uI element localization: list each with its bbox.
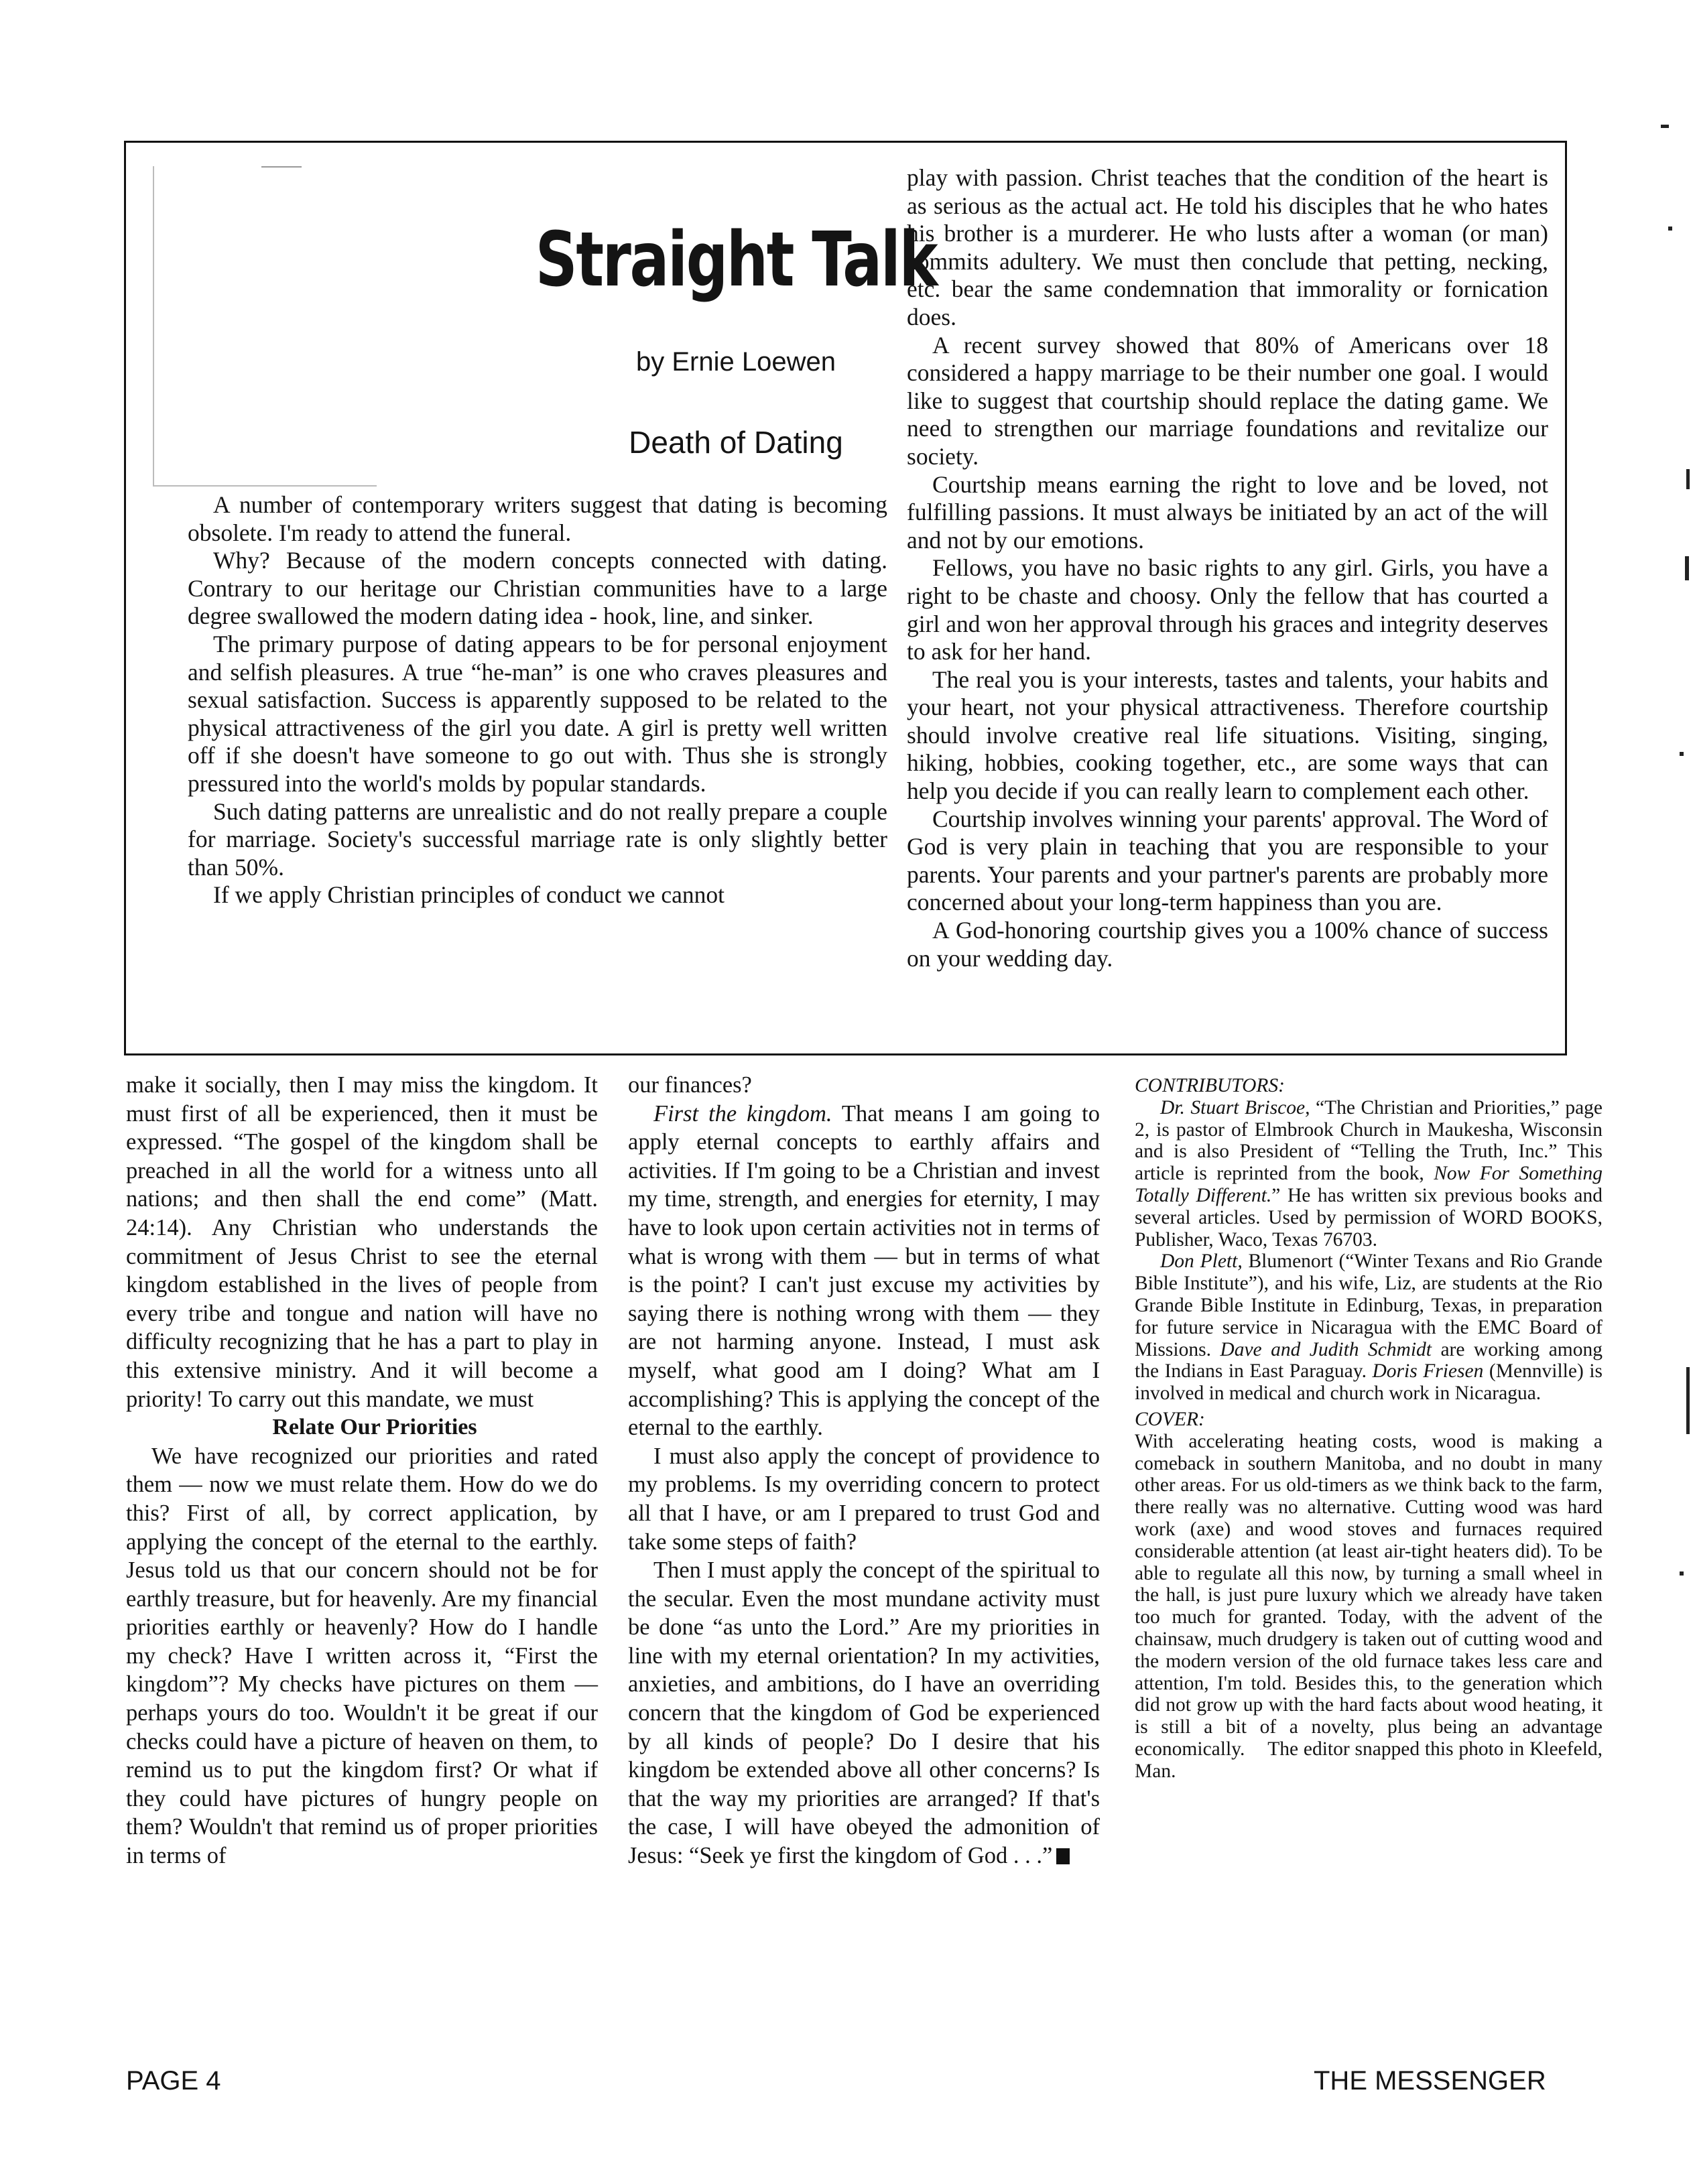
paragraph: If we apply Christian principles of conduct we cannot [213, 881, 725, 909]
column-2 [628, 1071, 1100, 1870]
paragraph: Fellows, you have no basic rights to any girl. Girls, you have a right to be chaste and choosy. Only the fellow that has courted a girl and won her approval through his graces and integrity deserves to ask for her hand. [907, 554, 1548, 665]
cover-label: COVER: [1135, 1408, 1205, 1430]
paragraph: A number of contemporary writers suggest that dating is becoming obsolete. I'm ready to attend the funeral. [188, 491, 887, 546]
paragraph: A recent survey showed that 80% of Americans over 18 considered a happy marriage to be their number one goal. I would like to suggest that courtship should replace the dating game. We need to strengthen our marriage foundations and revitalize our society. [907, 331, 1548, 470]
paragraph: Why? Because of the modern concepts connected with dating. Contrary to our heritage our Christian communities have to a large degree swallowed the modern dating idea - hook, line, and sinker. [188, 547, 887, 630]
paragraph: The real you is your interests, tastes and talents, your habits and your heart, not your physical attractiveness. Therefore courtship should involve creative real life situations. Visiting, singing, hiking, hobbies, cooking together, etc., are some ways that can help you decide if you can really learn to complement each other. [907, 665, 1548, 805]
page-number: PAGE 4 [126, 2066, 221, 2096]
scan-mark [1686, 1367, 1690, 1434]
box-left-column [188, 491, 887, 909]
column-1 [126, 1071, 598, 1870]
scan-mark [1680, 752, 1684, 756]
contributors-label: CONTRIBUTORS: [1135, 1075, 1285, 1096]
photo-credit: The editor snapped this photo in Kleefeld, Man. [1135, 1738, 1603, 1782]
paragraph: A God-honoring courtship gives you a 100% chance of success on your wedding day. [907, 917, 1548, 972]
paragraph: The primary purpose of dating appears to be for personal enjoyment and selfish pleasures. A true “he-man” is one who craves pleasures and sexual satisfaction. Success is apparently supposed to be related to the physical attractiveness of the girl you date. A girl is pretty well written off if she doesn't have someone to go out with. Thus she is strongly pressured into the world's molds by popular standards. [188, 630, 887, 797]
paragraph [628, 1100, 1100, 1442]
paragraph: our finances? [628, 1072, 752, 1098]
publication-name: THE MESSENGER [1314, 2066, 1546, 2096]
scan-mark [1685, 556, 1689, 580]
paragraph: With accelerating heating costs, wood is making a comeback in southern Manitoba, and no doubt in many other areas. For us old-timers as we think back to the farm, there really was no alternative. Cutting wood was hard work (axe) and wood stoves and furnaces required considerable attention (at least air-tight heaters did). To be able to regulate all this now, by turning a small wheel in the hall, is just pure luxury which we already have taken too much for granted. Today, with the advent of the chainsaw, much drudgery is taken out of cutting wood and the modern version of the old furnace takes less care and attention, I'm told. Besides this, to the generation which did not grow up with the hard facts about wood heating, it is still a bit of a novelty, plus being an advantage economically. The editor snapped this photo in Kleefeld, Man. [1135, 1430, 1603, 1782]
article-byline: by Ernie Loewen [636, 347, 836, 377]
text-run: That means I am going to apply eternal concepts to earthly affairs and activities. If I'm going to be a Christian and invest my time, strength, and energies for eternity, I may have to look upon certain activities not in terms of what is wrong with them — but in terms of what is the point? I can't just excuse my activities by saying there is nothing wrong with them — they are not harming anyone. Instead, I must ask myself, what good am I doing? What am I accomplishing? This is applying the concept of the eternal to the earthly. [628, 1100, 1100, 1441]
end-mark-icon [1056, 1848, 1070, 1864]
paragraph: make it socially, then I may miss the kingdom. It must first of all be experienced, then it must be expressed. “The gospel of the kingdom shall be preached in all the world for a witness unto all nations; and then shall the end come” (Matt. 24:14). Any Christian who understands the commitment of Jesus Christ to see the eternal kingdom established in the lives of people from every tribe and tongue and nation will have no difficulty recognizing that he has a part to play in this extensive ministry. And it will become a priority! To carry out this mandate, we must [126, 1072, 598, 1412]
paragraph: play with passion. Christ teaches that the condition of the heart is as serious as the actual act. He told his disciples that he who hates his brother is a murderer. He who lusts after a woman (or man) commits adultery. We must then conclude that petting, necking, etc. bear the same condemnation that immorality or fornication does. [907, 164, 1548, 330]
paragraph: Courtship means earning the right to love and be loved, not fulfilling passions. It must always be initiated by an act of the will and not by our emotions. [907, 470, 1548, 554]
scan-mark [1661, 125, 1669, 128]
paragraph: Dr. Stuart Briscoe, “The Christian and Priorities,” page 2, is pastor of Elmbrook Church in Maukesha, Wisconsin and is also President of “Telling the Truth, Inc.” This article is reprinted from the book, Now For Something Totally Different.” He has written six previous books and several articles. Used by permission of WORD BOOKS, Publisher, Waco, Texas 76703. [1135, 1096, 1603, 1250]
paragraph: Don Plett, Blumenort (“Winter Texans and Rio Grande Bible Institute”), and his wife, Liz, are students at the Rio Grande Bible Institute in Edinburg, Texas, in preparation for future service in Nicaragua with the EMC Board of Missions. Dave and Judith Schmidt are working among the Indians in East Paraguay. Doris Friesen (Mennville) is involved in medical and church work in Nicaragua. [1135, 1250, 1603, 1405]
paragraph: Courtship involves winning your parents' approval. The Word of God is very plain in teaching that you are responsible to your parents. Your parents and your partner's parents are probably more concerned about your long-term happiness than you are. [907, 805, 1548, 916]
photo-placeholder [153, 166, 377, 487]
contributors-column [1135, 1075, 1603, 1783]
italic-phrase: First the kingdom. [653, 1100, 832, 1127]
article-subtitle: Death of Dating [629, 425, 843, 460]
article-title: Straight Talk [535, 216, 937, 304]
section-heading: Relate Our Priorities [272, 1415, 477, 1440]
paragraph [628, 1556, 1100, 1870]
paragraph: I must also apply the concept of providence to my problems. Is my overriding concern to protect all that I have, or am I prepared to trust God and take some steps of faith? [628, 1443, 1100, 1555]
box-right-column [907, 164, 1548, 972]
text-run: Then I must apply the concept of the spiritual to the secular. Even the most mundane activity must be done “as unto the Lord.” Are my priorities in line with my eternal orientation? In my activities, anxieties, and ambitions, do I have an overriding concern that the kingdom of God be experienced by all kinds of people? Do I desire that his kingdom be extended above all other concerns? Is that the way my priorities are arranged? If that's the case, I will have obeyed the admonition of Jesus: “Seek ye first the kingdom of God . . .” [628, 1557, 1100, 1869]
scan-mark [1686, 469, 1690, 489]
scan-mark [1680, 1571, 1684, 1576]
scan-mark [1668, 227, 1672, 231]
paragraph: We have recognized our priorities and rated them — now we must relate them. How do we do this? First of all, by correct application, by applying the concept of the eternal to the earthly. Jesus told us that our concern should not be for earthly treasure, but for heavenly. Are my financial priorities earthly or heavenly? How do I handle my check? Have I written across it, “First the kingdom”? My checks have pictures on them — perhaps yours do too. Wouldn't it be great if our checks could have a picture of heaven on them, to remind us to put the kingdom first? Or what if they could have pictures of hungry people on them? Wouldn't that remind us of proper priorities in terms of [126, 1443, 598, 1869]
paragraph: Such dating patterns are unrealistic and do not really prepare a couple for marriage. Society's successful marriage rate is only slightly better than 50%. [188, 797, 887, 881]
straight-talk-box [124, 141, 1567, 1055]
